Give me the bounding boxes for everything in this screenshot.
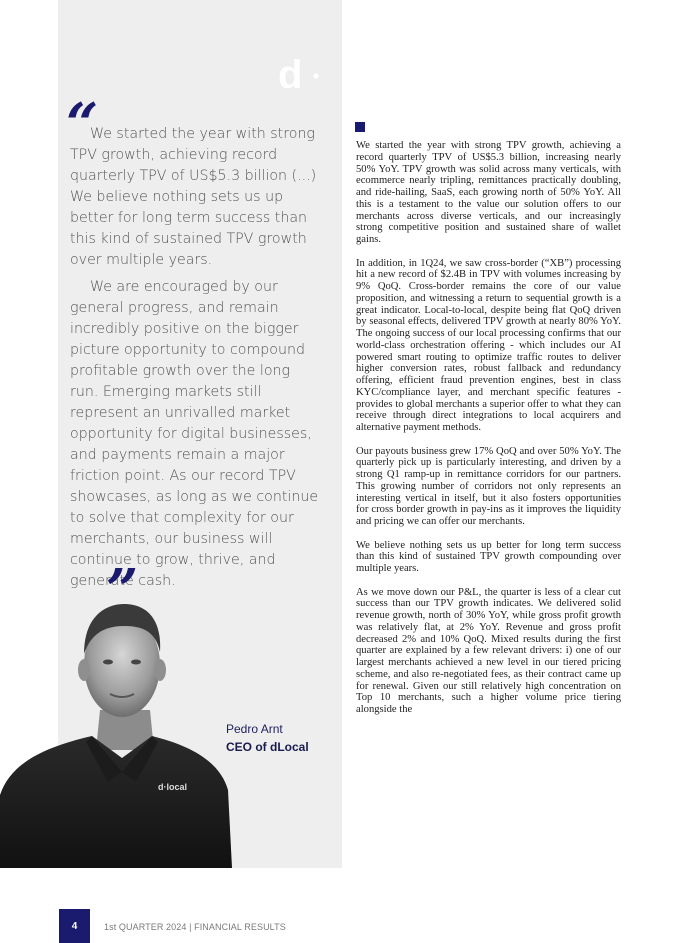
pull-quote (70, 124, 322, 598)
quote-paragraph: We are encouraged by our general progress, and remain incredibly positive on the bigger picture opportunity to compound profitable growth over the long run. Emerging markets still represent an unrivalled market opportunity for digital businesses, and payments remain a major friction point. As our record TPV showcases, as long as we continue to solve that complexity for our merchants, our business will continue to grow, thrive, and generate cash. (70, 279, 319, 589)
quote-paragraph: We started the year with strong TPV growth, achieving record quarterly TPV of US$5.3 billion (...) We believe nothing sets us up better for long term success than this kind of sustained TPV growth over multiple years. (70, 126, 317, 268)
speaker-role: CEO of dLocal (226, 740, 309, 754)
footer-label: 1st QUARTER 2024 | FINANCIAL RESULTS (104, 922, 286, 932)
dlocal-logo-icon (278, 52, 328, 96)
speaker-name: Pedro Arnt (226, 722, 283, 736)
svg-text:d: d (278, 53, 303, 96)
body-paragraph: In addition, in 1Q24, we saw cross-border (“XB”) processing hit a new record of $2.4B in TPV with volumes increasing by 9% QoQ. Cross-border remains the core of our value proposition, and witnessing a return to sequential growth is a great indicator. Local-to-local, despite being flat QoQ driven by seasonal effects, delivered TPV growth at nearly 80% YoY. The ongoing success of our local processing confirms that our world-class orchestration offering - which includes our AI powered smart routing to optimize traffic routes to deliver higher conversion rates, robust fallback and redundancy offering, efficient fraud prevention engines, best in class KYC/compliance layer, and merchant specific features - provides to global merchants a superior offer to what they can receive through direct integrations to local acquirers and alternative payment methods. (356, 257, 621, 433)
ceo-portrait (0, 590, 245, 868)
body-paragraph: As we move down our P&L, the quarter is less of a clear cut success than our TPV growth indicates. We delivered solid revenue growth, north of 30% YoY, while gross profit growth was relatively flat, at 2% YoY. Revenue and gross profit decreased 2% and 10% QoQ. Mixed results during the first quarter are explained by a few relevant drivers: i) one of our largest merchants achieved a new level in our tiered pricing scheme, and also re-negotiated fees, as their contract came up for renewal. Given our still relatively high concentration on Top 10 merchants, such a higher volume price tiering alongside the (356, 586, 621, 715)
body-paragraph: Our payouts business grew 17% QoQ and over 50% YoY. The quarterly pick up is particularly interesting, and driven by a strong Q1 ramp-up in remittance corridors for our partners. This growing number of corridors not only represents an interesting vertical in itself, but it also fosters opportunities for cross border growth in pay-ins as it improves the liquidity and pricing we can offer our merchants. (356, 445, 621, 527)
shirt-logo: d·local (158, 782, 188, 792)
page-number: 4 (59, 909, 90, 943)
section-bullet-icon (355, 122, 365, 132)
body-paragraph: We started the year with strong TPV growth, achieving a record quarterly TPV of US$5.3 billion, increasing nearly 50% YoY. TPV growth was solid across many verticals, with ecommerce nearly tripling, remittances practically doubling, and ride-hailing, SaaS, each growing north of 50% YoY. All this is a testament to the value our solution offers to our merchants across diverse verticals, and our increasingly strong competitive position and sustained share of wallet gains. (356, 140, 621, 245)
open-quote-icon: “ (66, 91, 93, 157)
body-text (356, 140, 621, 728)
body-paragraph: We believe nothing sets us up better for long term success than this kind of sustained TPV growth compounding over multiple years. (356, 539, 621, 574)
